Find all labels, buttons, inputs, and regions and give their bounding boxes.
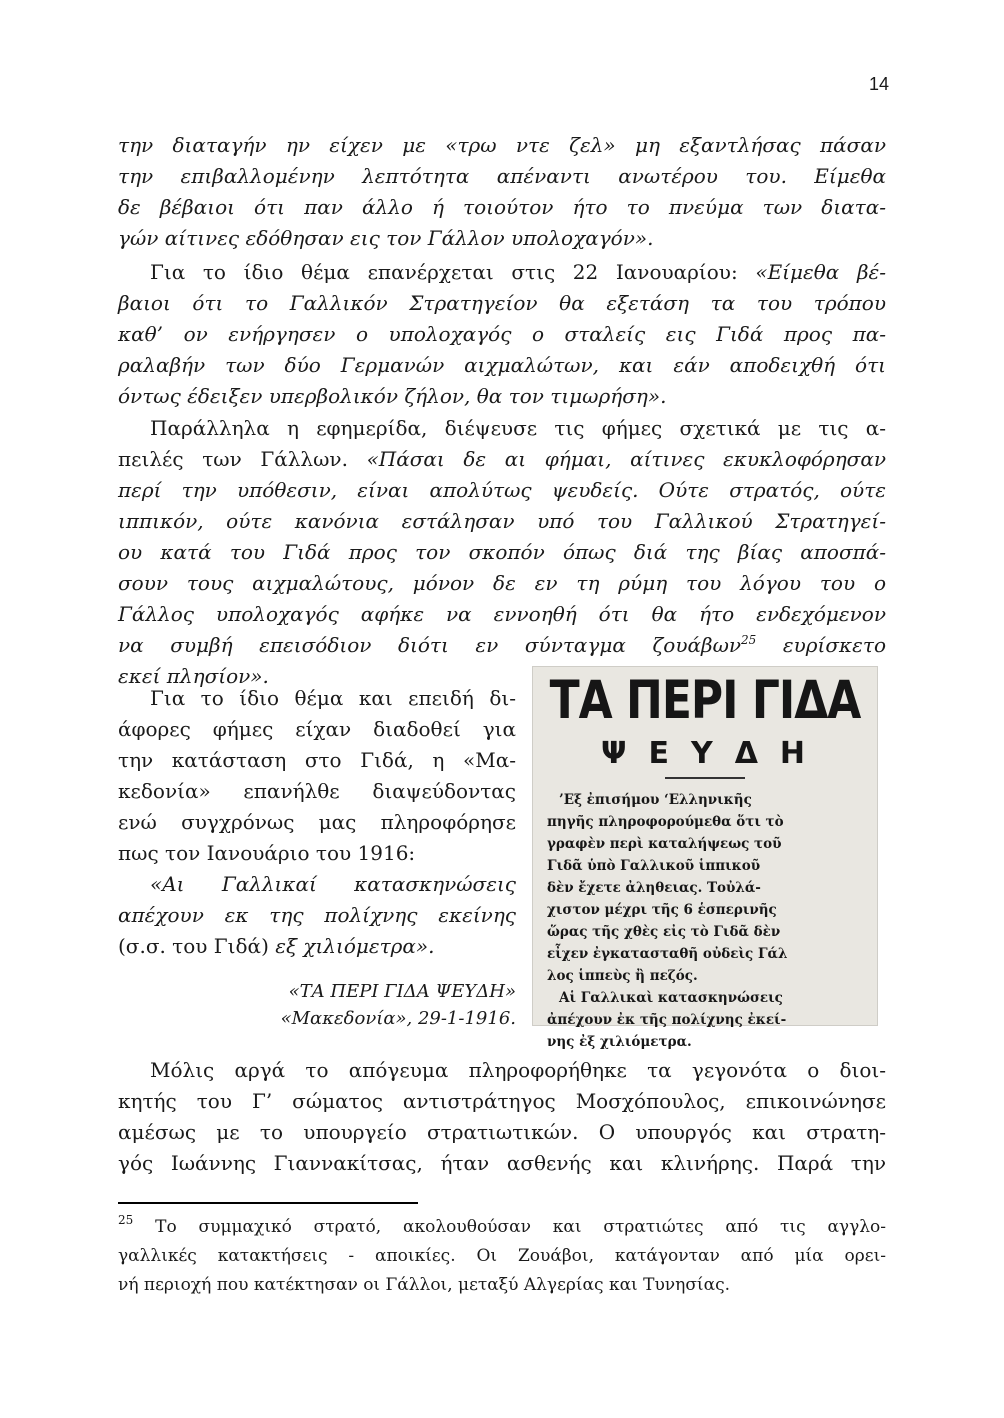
paragraph-makedonia [118, 683, 516, 962]
clipping-line: Αἱ Γαλλικαὶ κατασκηνώσεις [559, 990, 783, 1006]
text-line: καθ’ ον ενήργησεν ο υπολοχαγός ο σταλείς εις Γιδά προς πα- [118, 322, 886, 346]
footnote-line: γαλλικές κατακτήσεις - αποικίες. Οι Ζουάβοι, κατάγονταν από μία ορει- [118, 1246, 886, 1266]
footnote-number: 25 [118, 1213, 134, 1227]
opening-quote-paragraph [118, 130, 886, 254]
clipping-line: δὲν ἔχετε ἀληθειας. Τοὐλά- [547, 880, 761, 896]
text-line: βαιοι ότι το Γαλλικόν Στρατηγείον θα εξετάση τα του τρόπου [118, 291, 886, 315]
footnote-reference: 25 [741, 633, 757, 647]
text-line: γών αίτινες εδόθησαν εις τον Γάλλον υπολοχαγόν». [118, 226, 654, 250]
text-line: Για το ίδιο θέμα και επειδή δι- [150, 686, 516, 710]
footnote-separator [118, 1202, 418, 1204]
text-line: όντως έδειξεν υπερβολικόν ζήλον, θα τον τιμωρήση». [118, 384, 667, 408]
paragraph-moschopoulos [118, 1055, 886, 1179]
text-line: ενώ συγχρόνως μας πληροφόρησε [118, 810, 516, 834]
text-line: Για το ίδιο θέμα επανέρχεται στις 22 Ιανουαρίου: «Είμεθα βέ- [150, 260, 886, 284]
clipping-line: λος ἱππεὺς ἢ πεζός. [547, 968, 698, 984]
text-line: Γάλλος υπολοχαγός αφήκε να εννοηθή ότι θα ήτο ενδεχόμενον [118, 602, 886, 626]
text-line: σουν τους αιχμαλώτους, μόνον δε εν τη ρύμη του λόγου του ο [118, 571, 886, 595]
footnote-line: νή περιοχή που κατέκτησαν οι Γάλλοι, μεταξύ Αλγερίας και Τυνησίας. [118, 1275, 730, 1295]
clipping-line: νης ἐξ χιλιόμετρα. [547, 1034, 692, 1050]
text-line-with-footnote-ref: να συμβή επεισόδιον διότι εν σύνταγμα ζουάβων$^{25}$ ευρίσκετο [118, 633, 887, 657]
text-line: γός Ιωάννης Γιαννακίτσας, ήταν ασθενής και κλινήρης. Παρά την [118, 1151, 886, 1175]
text-line: την κατάσταση στο Γιδά, η «Μα- [118, 748, 516, 772]
text-line: περί την υπόθεσιν, είναι απολύτως ψευδείς. Ούτε στρατός, ούτε [118, 478, 886, 502]
clipping-line: χιστον μέχρι τῆς 6 ἑσπερινῆς [547, 902, 777, 918]
paragraph-january-22 [118, 257, 886, 412]
clipping-line: ’Εξ ἐπισήμου ‘Ελληνικῆς [559, 792, 752, 808]
text-line: (σ.σ. του Γιδά) εξ χιλιόμετρα». [118, 934, 435, 958]
text-line: ου κατά του Γιδά προς τον σκοπόν όπως διά της βίας αποσπά- [118, 540, 886, 564]
clipping-body [533, 783, 877, 1053]
paragraph-denial-rumors [118, 413, 886, 692]
page-number: 14 [868, 74, 889, 94]
text-line: άφορες φήμες είχαν διαδοθεί για [118, 717, 516, 741]
newspaper-clipping [532, 666, 878, 1050]
footnote-line: $^{25}$ Το συμμαχικό στρατό, ακολουθούσαν και στρατιώτες από τις αγγλο- [118, 1213, 886, 1237]
text-line: κητής του Γ’ σώματος αντιστράτηγος Μοσχόπουλος, επικοινώνησε [118, 1089, 886, 1113]
citation-title: «ΤΑ ΠΕΡΙ ΓΙΔΑ ΨΕΥΔΗ» [288, 981, 516, 1002]
text-line: εκεί πλησίον». [118, 664, 269, 688]
text-line: πειλές των Γάλλων. «Πάσαι δε αι φήμαι, αίτινες εκυκλοφόρησαν [118, 447, 886, 471]
text-line: «Αι Γαλλικαί κατασκηνώσεις [150, 872, 516, 896]
footnote [118, 1213, 886, 1300]
text-line: την διαταγήν ην είχεν με «τρω ντε ζελ» μη εξαντλήσας πάσαν [118, 133, 886, 157]
text-line: Παράλληλα η εφημερίδα, διέψευσε τις φήμες σχετικά με τις α- [150, 416, 886, 440]
clipping-line: ὥρας τῆς χθὲς εἰς τὸ Γιδᾶ δὲν [547, 924, 781, 940]
clipping-subhead: ΨΕΥΔΗ [600, 736, 828, 771]
text-line: Μόλις αργά το απόγευμα πληροφορήθηκε τα γεγονότα ο διοι- [150, 1058, 886, 1082]
text-line: την επιβαλλομένην λεπτότητα απέναντι ανωτέρου του. Είμεθα [118, 164, 886, 188]
text-line: αμέσως με το υπουργείο στρατιωτικών. Ο υπουργός και στρατη- [118, 1120, 886, 1144]
text-line: κεδονία» επανήλθε διαψεύδοντας [118, 779, 516, 803]
text-line: δε βέβαιοι ότι παν άλλο ή τοιούτον ήτο το πνεύμα των διατα- [118, 195, 886, 219]
text-line: ραλαβήν των δύο Γερμανών αιχμαλώτων, και εάν αποδειχθή ότι [118, 353, 886, 377]
text-line: απέχουν εκ της πολίχνης εκείνης [118, 903, 516, 927]
text-line: πως τον Ιανουάριο του 1916: [118, 841, 416, 865]
clipping-headline: ΤΑ ΠΕΡΙ ΓΙΔΑ [549, 669, 861, 732]
clipping-line: γραφὲν περὶ καταλήψεως τοῦ [547, 836, 782, 852]
citation-source: «Μακεδονία», 29-1-1916. [280, 1008, 516, 1029]
citation [281, 978, 516, 1032]
clipping-line: ἀπέχουν ἐκ τῆς πολίχνης ἐκεί- [547, 1012, 787, 1028]
clipping-divider [665, 777, 745, 779]
text-line: ιππικόν, ούτε κανόνια εστάλησαν υπό του Γαλλικού Στρατηγεί- [118, 509, 886, 533]
clipping-line: Γιδᾶ ὑπὸ Γαλλικοῦ ἱππικοῦ [547, 858, 761, 874]
clipping-line: πηγῆς πληροφορούμεθα ὅτι τὸ [547, 814, 784, 830]
clipping-line: εἶχεν ἐγκατασταθῆ οὐδεὶς Γάλ [547, 946, 788, 962]
